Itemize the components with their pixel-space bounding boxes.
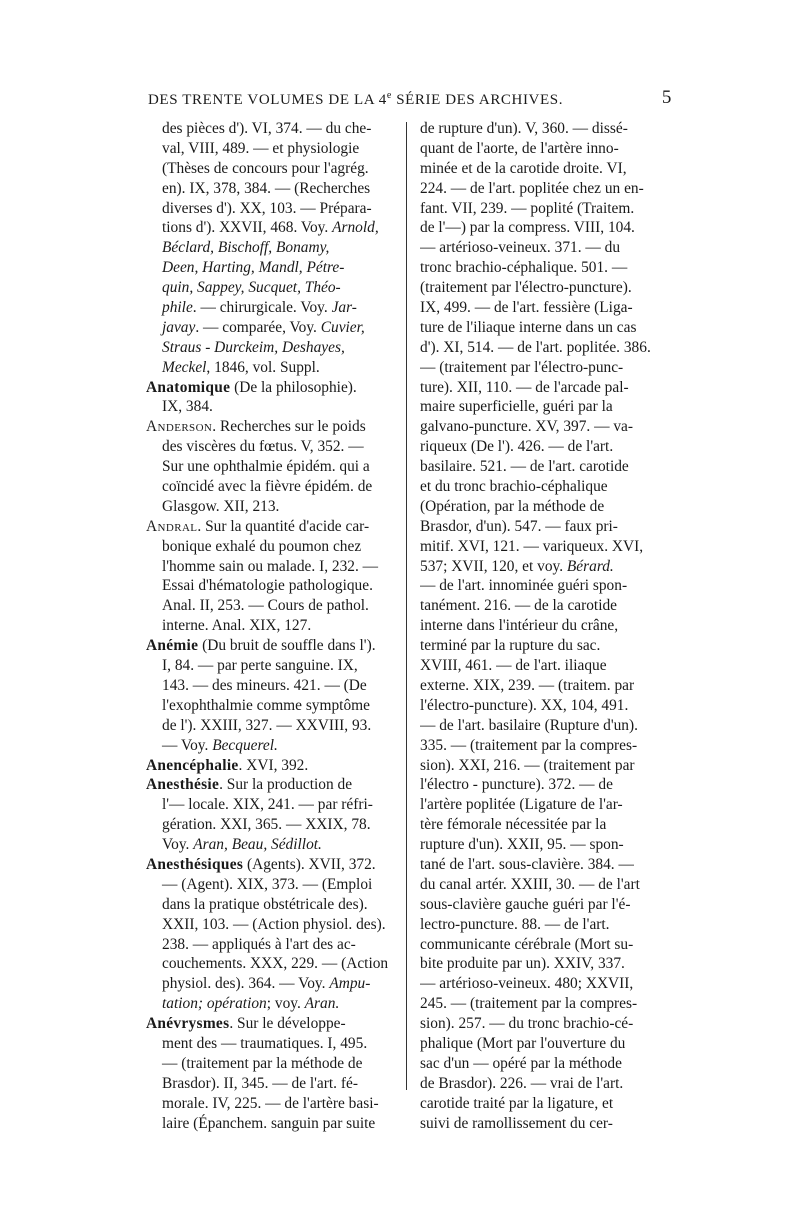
left-column-line (146, 537, 394, 557)
entry-headword: Anencéphalie (146, 756, 239, 774)
entry-text: en). IX, 378, 384. — (Recherches (162, 179, 371, 197)
entry-text: ment des — traumatiques. I, 495. (162, 1034, 368, 1052)
left-column-line (146, 935, 394, 955)
entry-text: . Sur le développe- (229, 1015, 346, 1033)
left-column-line (146, 875, 394, 895)
right-column-line (420, 199, 670, 219)
right-column-line (420, 139, 670, 159)
entry-text: 245. — (traitement par la compres- (420, 995, 638, 1013)
right-column-line (420, 557, 670, 577)
left-column-line (146, 1014, 394, 1034)
entry-text: lectro-puncture. 88. — de l'art. (420, 915, 610, 933)
right-column-line (420, 477, 670, 497)
right-column-line (420, 218, 670, 238)
entry-text: carotide traité par la ligature, et (420, 1094, 614, 1112)
entry-text: — artérioso-veineux. 480; XXVII, (420, 975, 634, 993)
left-column-line (146, 199, 394, 219)
index-column-left (146, 119, 394, 1133)
italic-reference: Arnold, (332, 219, 379, 237)
italic-reference: Aran, Beau, Sédillot. (193, 836, 322, 854)
entry-text: interne. Anal. XIX, 127. (162, 617, 312, 635)
left-column-line (146, 258, 394, 278)
entry-text: et du tronc brachio-céphalique (420, 478, 608, 496)
left-column-line (146, 974, 394, 994)
entry-text: — artérioso-veineux. 371. — du (420, 239, 621, 257)
entry-text: de rupture d'un). V, 360. — dissé- (420, 120, 628, 137)
entry-text: l'artère poplitée (Ligature de l'ar- (420, 796, 623, 814)
left-column-line (146, 596, 394, 616)
left-column-line (146, 358, 394, 378)
italic-reference: javay (162, 318, 196, 336)
right-column-line (420, 815, 670, 835)
right-column-line (420, 576, 670, 596)
entry-headword: Anévrysmes (146, 1015, 230, 1033)
entry-headword: Anatomique (146, 378, 231, 396)
entry-text: tané de l'art. sous-clavière. 384. — (420, 855, 634, 873)
entry-text: 238. — appliqués à l'art des ac- (162, 935, 356, 953)
entry-text: — (Agent). XIX, 373. — (Emploi (162, 875, 373, 893)
right-column-line (420, 895, 670, 915)
entry-text: quant de l'aorte, de l'artère inno- (420, 139, 619, 157)
entry-text: laire (Épanchem. sanguin par suite (162, 1114, 376, 1132)
left-column-line (146, 795, 394, 815)
right-column-line (420, 935, 670, 955)
entry-text: Anal. II, 253. — Cours de pathol. (162, 597, 369, 615)
title-end: SÉRIE DES ARCHIVES. (391, 92, 564, 108)
entry-headword: Anémie (146, 637, 199, 655)
entry-text: des pièces d'). VI, 374. — du che- (162, 120, 372, 137)
left-column-line (146, 159, 394, 179)
left-column-line (146, 517, 394, 537)
entry-text: communicante cérébrale (Mort su- (420, 935, 634, 953)
left-column-line (146, 1094, 394, 1114)
right-column-line (420, 517, 670, 537)
left-column-line (146, 557, 394, 577)
entry-text: tronc brachio-céphalique. 501. — (420, 259, 628, 277)
italic-reference: Ampu- (329, 975, 371, 993)
italic-reference: Béclard, Bischoff, Bonamy, (162, 239, 330, 257)
left-column-line (146, 716, 394, 736)
left-column-line (146, 338, 394, 358)
entry-text: ; voy. (266, 995, 305, 1013)
left-column-line (146, 238, 394, 258)
left-column-line (146, 1074, 394, 1094)
entry-text: Essai d'hématologie pathologique. (162, 577, 373, 595)
left-column-line (146, 676, 394, 696)
entry-text: externe. XIX, 239. — (traitem. par (420, 676, 635, 694)
right-column-line (420, 875, 670, 895)
entry-text: 143. — des mineurs. 421. — (De (162, 676, 367, 694)
entry-text: tère fémorale nécessitée par la (420, 816, 607, 834)
entry-text: (Opération, par la méthode de (420, 497, 605, 515)
italic-reference: phile (162, 299, 193, 317)
title-text: DES TRENTE VOLUMES DE LA (148, 92, 379, 108)
italic-reference: tation; opération (162, 995, 267, 1013)
right-column-line (420, 397, 670, 417)
entry-text: de l'—) par la compress. VIII, 104. (420, 219, 635, 237)
right-column-line (420, 974, 670, 994)
entry-headword: Andral (146, 517, 198, 535)
right-column-line (420, 994, 670, 1014)
entry-text: 224. — de l'art. poplitée chez un en- (420, 179, 644, 197)
entry-text: l'— locale. XIX, 241. — par réfri- (162, 796, 373, 814)
right-column-line (420, 795, 670, 815)
left-column-line (146, 835, 394, 855)
entry-text: ture de l'iliaque interne dans un cas (420, 318, 637, 336)
entry-text: gération. XXI, 365. — XXIX, 78. (162, 816, 371, 834)
entry-text: Brasdor, d'un). 547. — faux pri- (420, 517, 618, 535)
running-title (148, 90, 563, 109)
entry-text: — Voy. (162, 736, 213, 754)
italic-reference: Jar- (331, 299, 357, 317)
entry-text: des viscères du fœtus. V, 352. — (162, 438, 364, 456)
left-column-line (146, 895, 394, 915)
entry-text: coïncidé avec la fièvre épidém. de (162, 478, 373, 496)
left-column-line (146, 179, 394, 199)
entry-text: . Sur la production de (219, 776, 353, 794)
entry-text: XXII, 103. — (Action physiol. des). (162, 915, 386, 933)
entry-text: mitif. XVI, 121. — variqueux. XVI, (420, 537, 644, 555)
entry-text: rupture d'un). XXII, 95. — spon- (420, 836, 624, 854)
right-column-line (420, 179, 670, 199)
right-column-line (420, 855, 670, 875)
entry-text: IX, 384. (162, 398, 213, 416)
right-column-line (420, 656, 670, 676)
entry-text: bite produite par un). XXIV, 337. (420, 955, 625, 973)
entry-text: l'homme sain ou malade. I, 232. — (162, 557, 379, 575)
right-column-line (420, 915, 670, 935)
italic-reference: Meckel (162, 358, 207, 376)
right-column-line (420, 497, 670, 517)
right-column-line (420, 417, 670, 437)
entry-text: maire superficielle, guéri par la (420, 398, 613, 416)
entry-text: (Du bruit de souffle dans l'). (198, 637, 376, 655)
right-column-line (420, 159, 670, 179)
entry-text: l'exophthalmie comme symptôme (162, 696, 370, 714)
entry-text: (traitement par l'électro-puncture). (420, 279, 632, 297)
entry-text: val, VIII, 489. — et physiologie (162, 139, 360, 157)
left-column-line (146, 278, 394, 298)
left-column-line (146, 497, 394, 517)
entry-text: — de l'art. innominée guéri spon- (420, 577, 628, 595)
entry-text: 537; XVII, 120, et voy. (420, 557, 567, 575)
index-column-right (420, 119, 670, 1133)
left-column-line (146, 696, 394, 716)
left-column-line (146, 775, 394, 795)
right-column-line (420, 716, 670, 736)
entry-text: . Recherches sur le poids (212, 418, 366, 436)
entry-text: l'électro-puncture). XX, 104, 491. (420, 696, 629, 714)
right-column-line (420, 1054, 670, 1074)
left-column-line (146, 318, 394, 338)
entry-text: — (traitement par la méthode de (162, 1054, 363, 1072)
entry-text: tanément. 216. — de la carotide (420, 597, 618, 615)
right-column-line (420, 1094, 670, 1114)
right-column-line (420, 696, 670, 716)
left-column-line (146, 656, 394, 676)
running-header (148, 87, 672, 112)
italic-reference: Aran. (304, 995, 340, 1013)
page-number: 5 (661, 87, 672, 108)
entry-text: du canal artér. XXIII, 30. — de l'art (420, 875, 640, 893)
left-column-line (146, 636, 394, 656)
entry-text: basilaire. 521. — de l'art. carotide (420, 458, 629, 476)
series-superscript: e (386, 90, 392, 101)
right-column-line (420, 616, 670, 636)
entry-text: (De la philosophie). (230, 378, 357, 396)
right-column-line (420, 596, 670, 616)
entry-text: dans la pratique obstétricale des). (162, 895, 368, 913)
right-column-line (420, 537, 670, 557)
entry-text: phalique (Mort par l'ouverture du (420, 1034, 626, 1052)
right-column-line (420, 278, 670, 298)
italic-reference: Deen, Harting, Mandl, Pétre- (162, 259, 345, 277)
left-column-line (146, 616, 394, 636)
right-column-line (420, 756, 670, 776)
right-column-line (420, 238, 670, 258)
entry-text: bonique exhalé du poumon chez (162, 537, 362, 555)
right-column-line (420, 1114, 670, 1134)
entry-text: IX, 499. — de l'art. fessière (Liga- (420, 299, 633, 317)
left-column-line (146, 139, 394, 159)
entry-text: suivi de ramollissement du cer- (420, 1114, 613, 1132)
left-column-line (146, 1054, 394, 1074)
left-column-line (146, 437, 394, 457)
entry-text: sous-clavière gauche guéri par l'é- (420, 895, 631, 913)
entry-text: l'électro - puncture). 372. — de (420, 776, 613, 794)
entry-text: (Agents). XVII, 372. (243, 855, 376, 873)
entry-text: XVIII, 461. — de l'art. iliaque (420, 657, 607, 675)
entry-text: couchements. XXX, 229. — (Action (162, 955, 389, 973)
right-column-line (420, 378, 670, 398)
italic-reference: Cuvier, (320, 318, 365, 336)
column-divider (406, 122, 407, 1090)
entry-text: morale. IV, 225. — de l'artère basi- (162, 1094, 379, 1112)
entry-text: Glasgow. XII, 213. (162, 497, 280, 515)
right-column-line (420, 258, 670, 278)
right-column-line (420, 437, 670, 457)
entry-text: . XVI, 392. (238, 756, 309, 774)
entry-text: galvano-puncture. XV, 397. — va- (420, 418, 633, 436)
left-column-line (146, 298, 394, 318)
entry-text: . — chirurgicale. Voy. (192, 299, 332, 317)
entry-text: d'). XI, 514. — de l'art. poplitée. 386. (420, 338, 651, 356)
entry-headword: Anderson (146, 418, 213, 436)
left-column-line (146, 756, 394, 776)
left-column-line (146, 417, 394, 437)
left-column-line (146, 576, 394, 596)
entry-text: terminé par la rupture du sac. (420, 637, 601, 655)
entry-text: — (traitement par l'électro-punc- (420, 358, 624, 376)
entry-headword: Anesthésiques (146, 855, 244, 873)
right-column-line (420, 1014, 670, 1034)
entry-text: tions d'). XXVII, 468. Voy. (162, 219, 333, 237)
right-column-line (420, 636, 670, 656)
left-column-line (146, 218, 394, 238)
left-column-line (146, 397, 394, 417)
left-column-line (146, 457, 394, 477)
entry-text: interne dans l'intérieur du crâne, (420, 617, 619, 635)
left-column-line (146, 736, 394, 756)
entry-text: — de l'art. basilaire (Rupture d'un). (420, 716, 638, 734)
left-column-line (146, 855, 394, 875)
right-column-line (420, 457, 670, 477)
right-column-line (420, 775, 670, 795)
italic-reference: Straus - Durckeim, Deshayes, (162, 338, 345, 356)
entry-text: ture). XII, 110. — de l'arcade pal- (420, 378, 629, 396)
entry-text: physiol. des). 364. — Voy. (162, 975, 330, 993)
italic-reference: Bérard. (566, 557, 614, 575)
left-column-line (146, 815, 394, 835)
entry-text: riqueux (De l'). 426. — de l'art. (420, 438, 614, 456)
entry-text: , 1846, vol. Suppl. (206, 358, 320, 376)
entry-text: de l'). XXIII, 327. — XXVIII, 93. (162, 716, 372, 734)
entry-text: de Brasdor). 226. — vrai de l'art. (420, 1074, 624, 1092)
left-column-line (146, 954, 394, 974)
right-column-line (420, 358, 670, 378)
right-column-line (420, 338, 670, 358)
italic-reference: Becquerel. (212, 736, 278, 754)
left-column-line (146, 1114, 394, 1134)
entry-text: Sur une ophthalmie épidém. qui a (162, 458, 370, 476)
entry-text: sac d'un — opéré par la méthode (420, 1054, 622, 1072)
right-column-line (420, 318, 670, 338)
right-column-line (420, 1074, 670, 1094)
right-column-line (420, 298, 670, 318)
entry-text: diverses d'). XX, 103. — Prépara- (162, 199, 372, 217)
right-column-line (420, 736, 670, 756)
right-column-line (420, 835, 670, 855)
entry-text: Voy. (162, 836, 194, 854)
entry-text: (Thèses de concours pour l'agrég. (162, 159, 369, 177)
entry-text: . Sur la quantité d'acide car- (197, 517, 370, 535)
series-number: 4 (378, 92, 387, 108)
entry-text: minée et de la carotide droite. VI, (420, 159, 627, 177)
left-column-line (146, 915, 394, 935)
right-column-line (420, 954, 670, 974)
entry-text: . — comparée, Voy. (195, 318, 321, 336)
right-column-line (420, 119, 670, 139)
left-column-line (146, 994, 394, 1014)
entry-text: fant. VII, 239. — poplité (Traitem. (420, 199, 635, 217)
entry-text: 335. — (traitement par la compres- (420, 736, 638, 754)
left-column-line (146, 378, 394, 398)
left-column-line (146, 1034, 394, 1054)
entry-headword: Anesthésie (146, 776, 220, 794)
right-column-line (420, 676, 670, 696)
entry-text: I, 84. — par perte sanguine. IX, (162, 657, 358, 675)
entry-text: Brasdor). II, 345. — de l'art. fé- (162, 1074, 358, 1092)
italic-reference: quin, Sappey, Sucquet, Théo- (162, 279, 341, 297)
right-column-line (420, 1034, 670, 1054)
left-column-line (146, 477, 394, 497)
left-column-line (146, 119, 394, 139)
entry-text: sion). 257. — du tronc brachio-cé- (420, 1015, 634, 1033)
entry-text: sion). XXI, 216. — (traitement par (420, 756, 635, 774)
